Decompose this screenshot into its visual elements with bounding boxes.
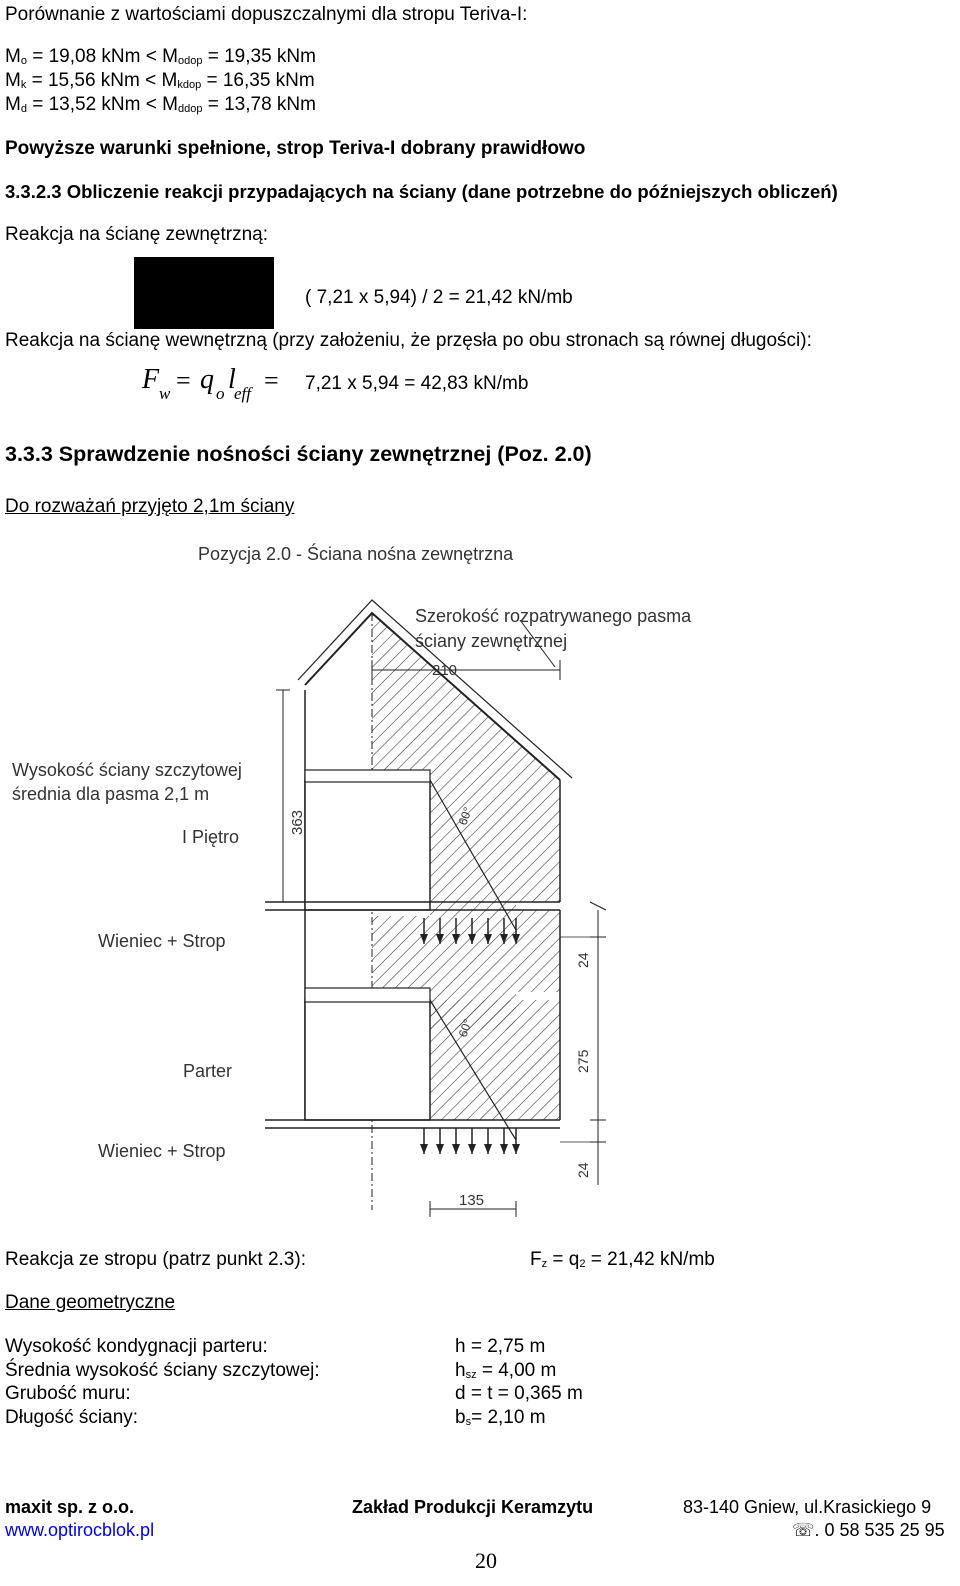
dim-275: 275 <box>575 1049 591 1073</box>
lower-window <box>305 1000 430 1120</box>
reaction-floor-label: Reakcja ze stropu (patrz punkt 2.3): <box>5 1249 306 1270</box>
wall-section-drawing <box>0 530 960 1230</box>
section-heading-3323: 3.3.2.3 Obliczenie reakcji przypadających na ściany (dane potrzebne do późniejszych obliczeń) <box>5 181 838 202</box>
dim-24-lower: 24 <box>575 1162 591 1178</box>
reaction-int-label: Reakcja na ścianę wewnętrzną (przy założeniu, że przęsła po obu stronach są równej długości): <box>5 330 812 351</box>
band-label-2: ściany zewnętrznej <box>415 631 568 651</box>
band-label-1: Szerokość rozpatrywanego pasma <box>415 606 692 626</box>
geo-label-height: Wysokość kondygnacji parteru: <box>5 1336 268 1357</box>
ground-label: Parter <box>183 1061 233 1081</box>
formula-eq1: = <box>176 366 191 395</box>
geo-label-gable: Średnia wysokość ściany szczytowej: <box>5 1360 320 1381</box>
footer-plant: Zakład Produkcji Keramzytu <box>352 1497 594 1517</box>
footer-phone: ☏. 0 58 535 25 95 <box>792 1520 945 1540</box>
formula-l: l <box>228 364 236 395</box>
dim-363: 363 <box>289 809 306 835</box>
moment-row-k: $M_k = 15,56$ kNm < $M_{kdop} = 16,35$ kNm <box>5 70 315 91</box>
formula-eff: eff <box>234 384 251 403</box>
dim-24-upper: 24 <box>575 952 591 968</box>
geo-value-gable: $h_{sz} = 4,00$ m <box>455 1360 557 1381</box>
reaction-int-value: 7,21 x 5,94 = 42,83 kN/mb <box>305 373 529 394</box>
diag-label-2: 60° <box>455 1017 476 1040</box>
formula-q: q <box>200 364 214 395</box>
dim-135: 135 <box>459 1192 485 1209</box>
page-number: 20 <box>475 1548 497 1573</box>
reaction-ext-value: ( 7,21 x 5,94) / 2 = 21,42 kN/mb <box>305 287 573 308</box>
geo-value-length: $b_s= 2,10$ m <box>455 1407 546 1428</box>
formula-F: F <box>142 364 160 395</box>
redacted-formula-block <box>134 257 274 329</box>
reaction-ext-label: Reakcja na ścianę zewnętrzną: <box>5 224 268 245</box>
intro-text: Porównanie z wartościami dopuszczalnymi dla stropu Teriva-I: <box>5 4 528 25</box>
geo-value-thickness: d = t = 0,365 m <box>455 1383 583 1404</box>
reaction-floor-value: $F_z = q_2 = 21,42$ kN/mb <box>530 1249 715 1270</box>
ring-label-2: Wieniec + Strop <box>98 1141 226 1161</box>
formula-eq2: = <box>264 366 279 395</box>
geo-label-thickness: Grubość muru: <box>5 1383 131 1404</box>
footer-website-link[interactable]: www.optirocblok.pl <box>5 1520 155 1540</box>
section-heading-333: 3.3.3 Sprawdzenie nośności ściany zewnętrznej (Poz. 2.0) <box>5 442 592 466</box>
footer-address: 83-140 Gniew, ul.Krasickiego 9 <box>683 1497 932 1517</box>
footer-company: maxit sp. z o.o. <box>5 1497 135 1517</box>
geo-heading: Dane geometryczne <box>5 1292 176 1313</box>
gable-label-2: średnia dla pasma 2,1 m <box>12 784 210 804</box>
figure-title: Pozycja 2.0 - Ściana nośna zewnętrzna <box>198 544 514 564</box>
formula-w: w <box>159 384 171 403</box>
assumption-text: Do rozważań przyjęto 2,1m ściany <box>5 496 295 517</box>
load-arrows-lower <box>424 1128 516 1154</box>
diag-label-1: 60° <box>455 805 476 828</box>
upper-window <box>305 780 430 910</box>
ring-label-1: Wieniec + Strop <box>98 931 226 951</box>
geo-label-length: Długość ściany: <box>5 1407 139 1428</box>
floor-label-1: I Piętro <box>182 827 240 847</box>
conclusion-text: Powyższe warunki spełnione, strop Teriva-I dobrany prawidłowo <box>5 138 586 159</box>
geo-value-height: h = 2,75 m <box>455 1336 546 1357</box>
gable-label-1: Wysokość ściany szczytowej <box>12 760 242 780</box>
dim-210: 210 <box>432 662 458 679</box>
formula-o: o <box>216 384 225 403</box>
moment-row-o: $M_o = 19,08$ kNm < $M_{odop} = 19,35$ kNm <box>5 46 316 67</box>
moment-row-d: $M_d = 13,52$ kNm < $M_{ddop} = 13,78$ kNm <box>5 94 316 115</box>
